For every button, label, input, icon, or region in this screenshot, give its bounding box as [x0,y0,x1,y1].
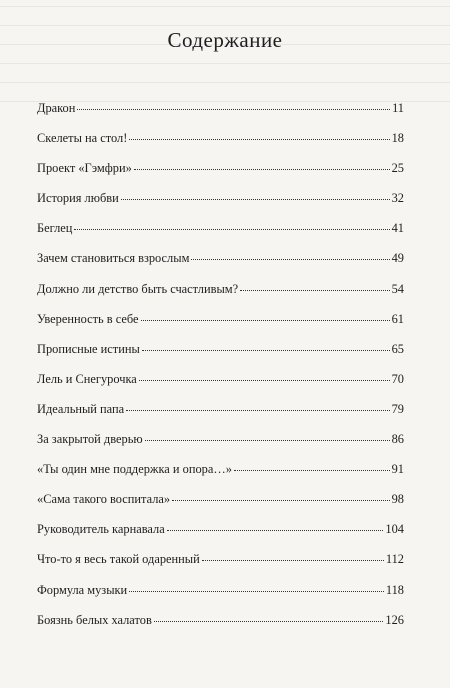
toc-entry-page: 70 [391,371,404,386]
toc-entry [37,101,404,131]
toc-entry-title: Лель и Снегурочка [37,371,137,386]
toc-entry-page: 91 [391,462,404,477]
toc-entry-page: 41 [391,221,404,236]
toc-entry [37,492,404,522]
toc-entry-page: 98 [391,492,404,507]
toc-entry-title: История любви [37,191,119,206]
dot-leader [154,621,384,622]
toc-entry-title: Что-то я весь такой одаренный [37,552,200,567]
toc-entry [37,432,404,462]
toc-entry [37,282,404,312]
toc-entry [37,191,404,221]
toc-entry-page: 118 [385,582,404,597]
page-title: Содержание [167,28,283,52]
toc-entry [37,402,404,432]
toc-entry [37,221,404,251]
toc-entry-title: Формула музыки [37,582,128,597]
toc-entry-title: Уверенность в себе [37,311,139,326]
toc-entry-page: 18 [391,131,404,146]
dot-leader [234,470,390,471]
toc-entry-title: Идеальный папа [37,401,125,416]
toc-entry-page: 104 [385,522,404,537]
toc-entry [37,342,404,372]
toc-entry-page: 86 [391,432,404,447]
dot-leader [145,440,390,441]
dot-leader [139,380,390,381]
toc-entry-title: Проект «Гэмфри» [37,161,132,176]
toc-entry-title: «Сама такого воспитала» [37,492,171,507]
toc-entry-page: 61 [391,311,404,326]
dot-leader [142,350,390,351]
toc-entry-page: 32 [391,191,404,206]
toc-entry [37,131,404,161]
toc-entry-page: 112 [385,552,404,567]
dot-leader [172,500,389,501]
toc-entry-title: «Ты один мне поддержка и опора…» [37,462,232,477]
toc-entry-page: 49 [391,251,404,266]
toc-entry [37,462,404,492]
dot-leader [202,560,384,561]
toc-entry-page: 11 [392,101,404,115]
toc-entry [37,161,404,191]
toc-entry [37,583,404,613]
dot-leader [141,320,390,321]
toc-entry-title: Беглец [37,221,73,236]
toc-entry [37,372,404,402]
toc-entry [37,613,404,643]
toc-entry-title: Скелеты на стол! [37,131,128,146]
dot-leader [126,410,389,411]
toc-entry-title: Руководитель карнавала [37,522,165,537]
toc-entry-title: Дракон [37,101,76,115]
toc-entry-page: 126 [385,612,404,627]
toc-entry [37,522,404,552]
toc-entry-page: 54 [391,281,404,296]
dot-leader [121,199,390,200]
dot-leader [191,259,389,260]
toc-entry-title: Зачем становиться взрослым [37,251,190,266]
toc-entry [37,251,404,281]
dot-leader [77,109,390,110]
dot-leader [74,229,389,230]
dot-leader [129,139,389,140]
toc-entry-title: Должно ли детство быть счастливым? [37,281,239,296]
table-of-contents [37,101,404,643]
toc-entry [37,312,404,342]
toc-entry-page: 65 [391,341,404,356]
dot-leader [134,169,390,170]
dot-leader [129,591,384,592]
dot-leader [167,530,384,531]
toc-entry-title: Прописные истины [37,341,140,356]
toc-entry-title: Боязнь белых халатов [37,612,152,627]
dot-leader [240,290,389,291]
toc-entry-title: За закрытой дверью [37,432,143,447]
toc-entry-page: 25 [391,161,404,176]
toc-entry-page: 79 [391,401,404,416]
toc-entry [37,552,404,582]
